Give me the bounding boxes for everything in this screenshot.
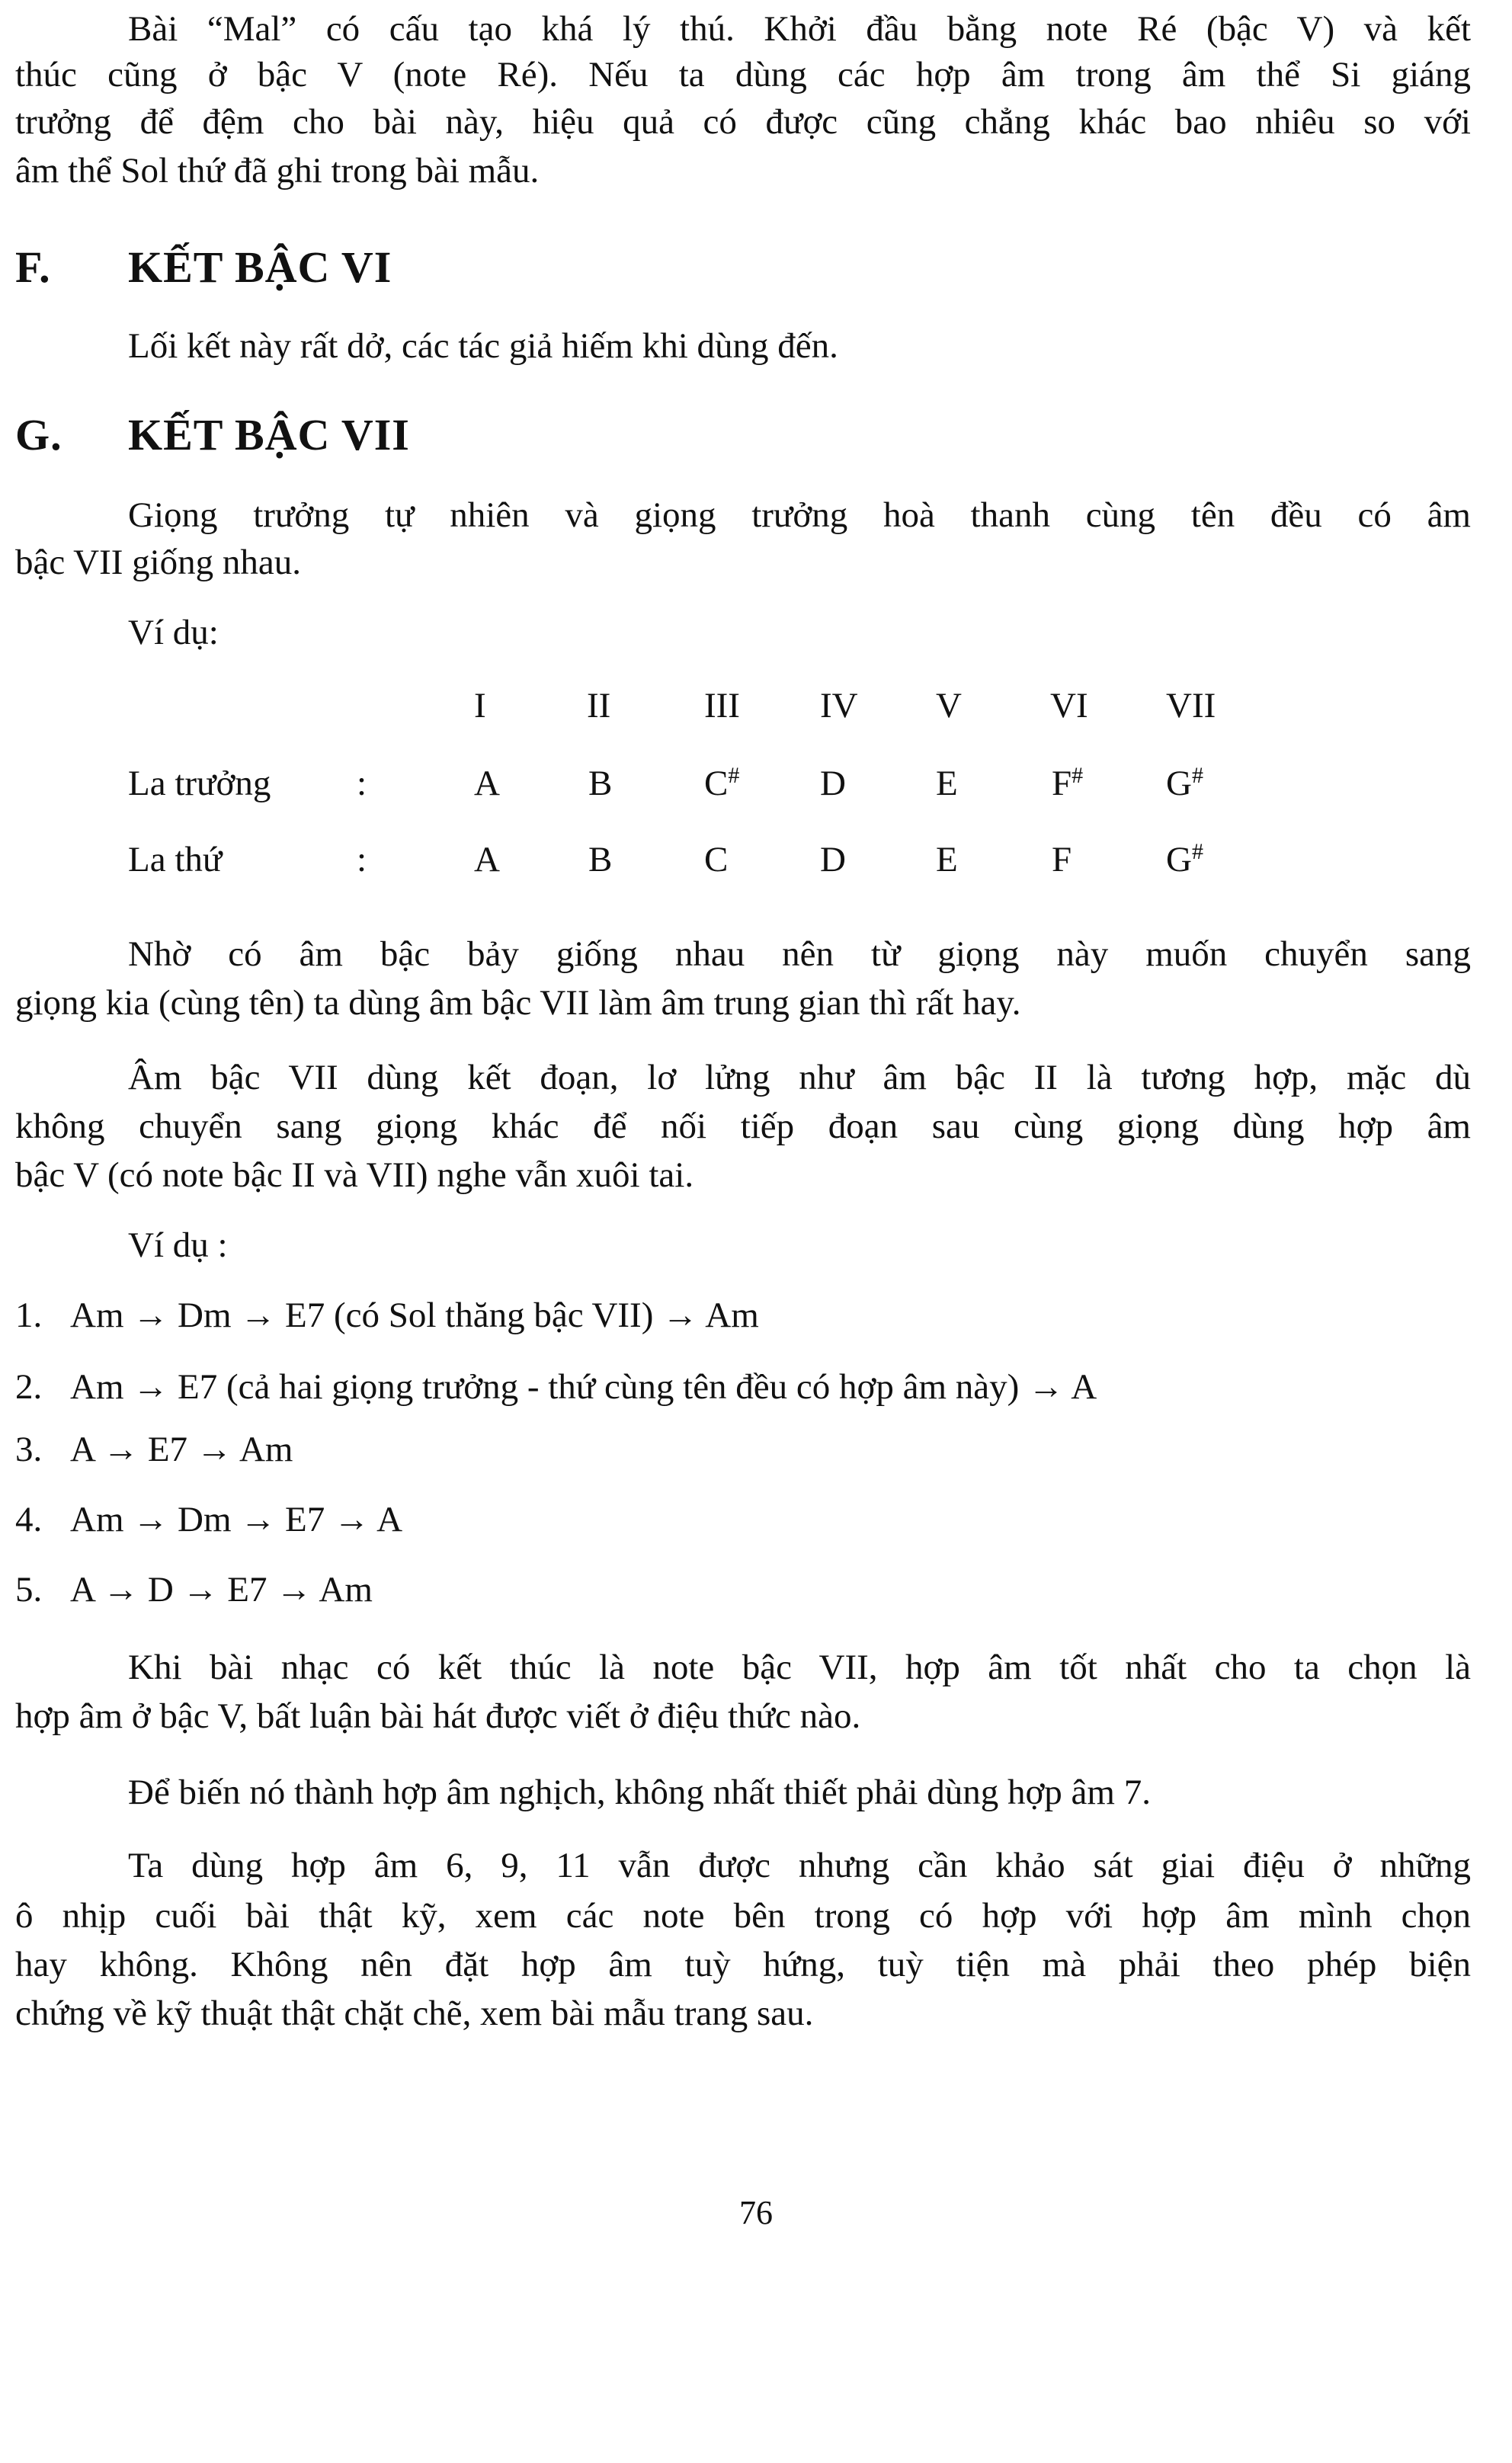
degree-header: II [587, 686, 611, 725]
degree-header: VII [1166, 686, 1216, 725]
text-line: bậc VII giống nhau. [15, 543, 302, 582]
section-g-title: KẾT BẬC VII [128, 410, 410, 460]
list-text: A → E7 → Am [70, 1430, 293, 1469]
list-number: 5. [15, 1570, 43, 1609]
list-text: Am → Dm → E7 → A [70, 1500, 403, 1539]
degree-header: VI [1050, 686, 1088, 725]
note-cell: F# [1052, 763, 1084, 803]
text-line: ô nhịp cuối bài thật kỹ, xem các note bên trong có hợp với hợp âm mình chọn [15, 1896, 1471, 1936]
text-line: hay không. Không nên đặt hợp âm tuỳ hứng, tuỳ tiện mà phải theo phép biện [15, 1945, 1471, 1984]
list-text: Am → Dm → E7 (có Sol thăng bậc VII) → Am [70, 1296, 759, 1335]
note-cell: G# [1166, 839, 1203, 879]
text-line: chứng về kỹ thuật thật chặt chẽ, xem bài mẫu trang sau. [15, 1994, 814, 2033]
note-cell: A [474, 840, 500, 879]
section-f-title: KẾT BẬC VI [128, 242, 392, 292]
note-cell: B [588, 764, 613, 803]
section-f-text: Lối kết này rất dở, các tác giả hiếm khi dùng đến. [128, 326, 838, 366]
degree-header: V [936, 686, 962, 725]
text-line: Khi bài nhạc có kết thúc là note bậc VII, hợp âm tốt nhất cho ta chọn là [128, 1648, 1471, 1687]
note-cell: C# [704, 763, 740, 803]
example-label: Ví dụ: [128, 613, 219, 652]
row-name: La trưởng [128, 764, 271, 803]
page-number: 76 [739, 2194, 773, 2231]
note-cell: G# [1166, 763, 1203, 803]
note-cell: E [936, 764, 958, 803]
list-text: A → D → E7 → Am [70, 1570, 373, 1609]
list-number: 3. [15, 1430, 43, 1469]
text-line: không chuyển sang giọng khác để nối tiếp đoạn sau cùng giọng dùng hợp âm [15, 1107, 1471, 1146]
example-label: Ví dụ : [128, 1225, 228, 1265]
row-colon: : [357, 840, 367, 879]
text-line: giọng kia (cùng tên) ta dùng âm bậc VII làm âm trung gian thì rất hay. [15, 983, 1021, 1023]
text-line: hợp âm ở bậc V, bất luận bài hát được viết ở điệu thức nào. [15, 1696, 861, 1736]
text-line: trưởng để đệm cho bài này, hiệu quả có được cũng chẳng khác bao nhiêu so với [15, 102, 1471, 142]
degree-header: III [704, 686, 740, 725]
section-g-letter: G. [15, 410, 62, 460]
row-name: La thứ [128, 840, 223, 879]
note-cell: E [936, 840, 958, 879]
degree-header: IV [820, 686, 858, 725]
text-line: Bài “Mal” có cấu tạo khá lý thú. Khởi đầu bằng note Ré (bậc V) và kết [128, 9, 1471, 49]
text-line: Âm bậc VII dùng kết đoạn, lơ lửng như âm bậc II là tương hợp, mặc dù [128, 1058, 1471, 1097]
text-line: Ta dùng hợp âm 6, 9, 11 vẫn được nhưng cần khảo sát giai điệu ở những [128, 1846, 1471, 1885]
list-text: Am → E7 (cả hai giọng trưởng - thứ cùng tên đều có hợp âm này) → A [70, 1367, 1097, 1407]
list-number: 2. [15, 1367, 43, 1407]
text-line: Giọng trưởng tự nhiên và giọng trưởng hoà thanh cùng tên đều có âm [128, 495, 1471, 535]
text-line: bậc V (có note bậc II và VII) nghe vẫn xuôi tai. [15, 1155, 694, 1195]
note-cell: F [1052, 840, 1072, 879]
text-line: âm thể Sol thứ đã ghi trong bài mẫu. [15, 151, 540, 191]
list-number: 4. [15, 1500, 43, 1539]
text-line: Nhờ có âm bậc bảy giống nhau nên từ giọng này muốn chuyển sang [128, 934, 1471, 974]
row-colon: : [357, 764, 367, 803]
degree-header: I [474, 686, 486, 725]
note-cell: D [820, 840, 846, 879]
text-line: Để biến nó thành hợp âm nghịch, không nhất thiết phải dùng hợp âm 7. [128, 1773, 1151, 1812]
note-cell: A [474, 764, 500, 803]
section-f-letter: F. [15, 242, 51, 292]
note-cell: C [704, 840, 729, 879]
text-line: thúc cũng ở bậc V (note Ré). Nếu ta dùng các hợp âm trong âm thể Si giáng [15, 55, 1471, 94]
list-number: 1. [15, 1296, 43, 1335]
note-cell: D [820, 764, 846, 803]
note-cell: B [588, 840, 613, 879]
